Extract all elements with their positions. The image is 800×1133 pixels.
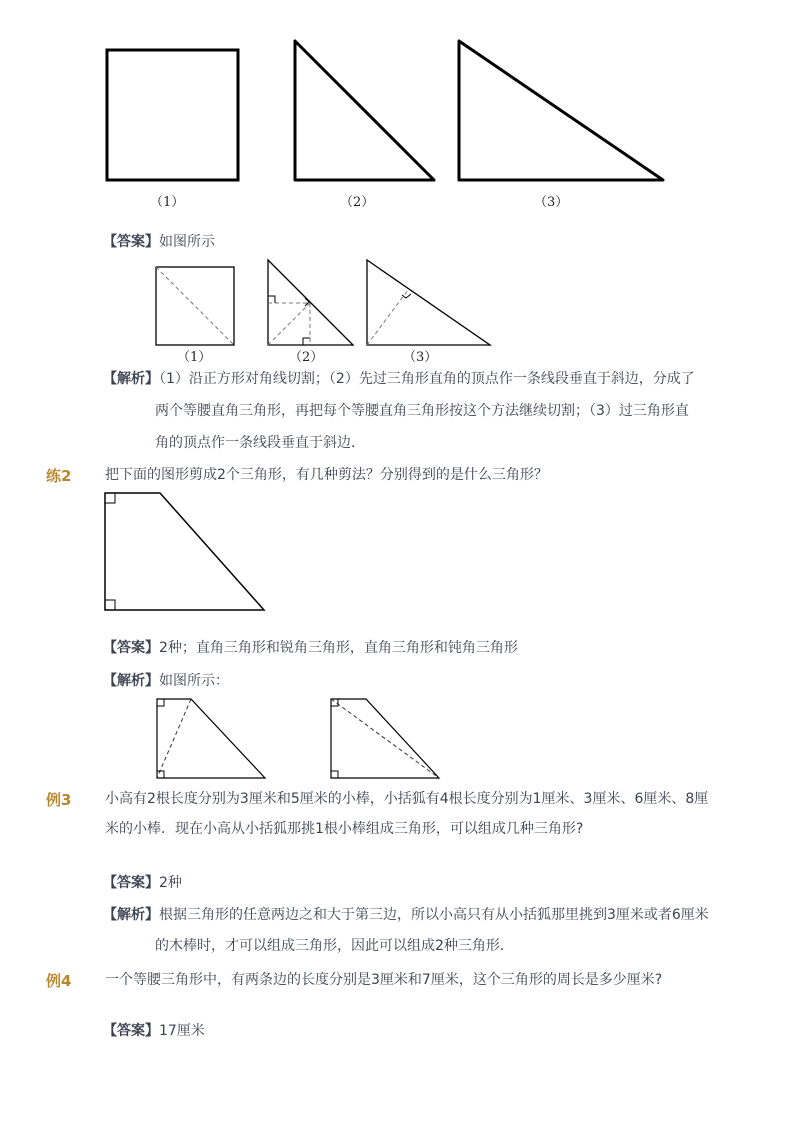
answer-tag: 【答案】 bbox=[103, 234, 159, 250]
answer-tag: 【答案】 bbox=[103, 640, 159, 656]
practice2-analysis: 如图所示： bbox=[159, 673, 229, 689]
example3-line-1: 小高有2根长度分别为3厘米和5厘米的小棒，小括狐有4根长度分别为1厘米、3厘米、6厘米、8厘 bbox=[105, 791, 709, 807]
example4-answer-row bbox=[103, 1021, 205, 1041]
right-angle-mark bbox=[157, 699, 164, 706]
example3-analysis-line-2: 的木棒时，才可以组成三角形，因此可以组成2种三角形． bbox=[155, 938, 514, 954]
example3-line-2: 米的小棒．现在小高从小括狐那挑1根小棒组成三角形，可以组成几种三角形? bbox=[105, 821, 584, 837]
analysis-tag: 【解析】 bbox=[103, 673, 159, 689]
example3-answer-row bbox=[103, 873, 182, 893]
answer1-text: 如图所示 bbox=[159, 234, 215, 250]
analysis-tag: 【解析】 bbox=[103, 907, 159, 923]
right-angle-mark bbox=[157, 771, 164, 778]
top-caption-1: （1） bbox=[150, 195, 185, 210]
analysis1-text: （1）沿正方形对角线切割；（2）先过三角形直角的顶点作一条线段垂直于斜边，分成了 bbox=[159, 371, 695, 387]
top-caption-2: （2） bbox=[340, 195, 375, 210]
example3-label: 例3 bbox=[46, 791, 72, 809]
answer-caption-1: （1） bbox=[177, 350, 212, 365]
example4-label: 例4 bbox=[46, 972, 72, 990]
practice2-answer: 2种；直角三角形和锐角三角形，直角三角形和钝角三角形 bbox=[159, 640, 518, 656]
cut-line bbox=[157, 699, 191, 778]
example4-answer: 17厘米 bbox=[159, 1023, 205, 1039]
analysis1-line-2: 两个等腰直角三角形，再把每个等腰直角三角形按这个方法继续切割；（3）过三角形直 bbox=[155, 403, 689, 419]
practice2-label: 练2 bbox=[46, 467, 72, 485]
example3-analysis-line-1 bbox=[103, 905, 709, 925]
cut-line bbox=[331, 699, 439, 778]
example3-answer: 2种 bbox=[159, 875, 182, 891]
analysis1-line-3: 角的顶点作一条线段垂直于斜边． bbox=[155, 435, 365, 451]
answer-caption-3: （3） bbox=[403, 350, 438, 365]
answer-caption-2: （2） bbox=[289, 350, 324, 365]
answer-tag: 【答案】 bbox=[103, 875, 159, 891]
trapezoid-cut-1 bbox=[157, 699, 265, 778]
top-caption-3: （3） bbox=[534, 195, 569, 210]
example3-analysis: 根据三角形的任意两边之和大于第三边，所以小高只有从小括狐那里挑到3厘米或者6厘米 bbox=[159, 907, 709, 923]
answer-tag: 【答案】 bbox=[103, 1023, 159, 1039]
analysis-tag: 【解析】 bbox=[103, 371, 159, 387]
example4-question: 一个等腰三角形中，有两条边的长度分别是3厘米和7厘米，这个三角形的周长是多少厘米? bbox=[105, 972, 663, 988]
practice2-question: 把下面的图形剪成2个三角形，有几种剪法？分别得到的是什么三角形？ bbox=[105, 467, 548, 483]
right-angle-mark bbox=[331, 771, 338, 778]
